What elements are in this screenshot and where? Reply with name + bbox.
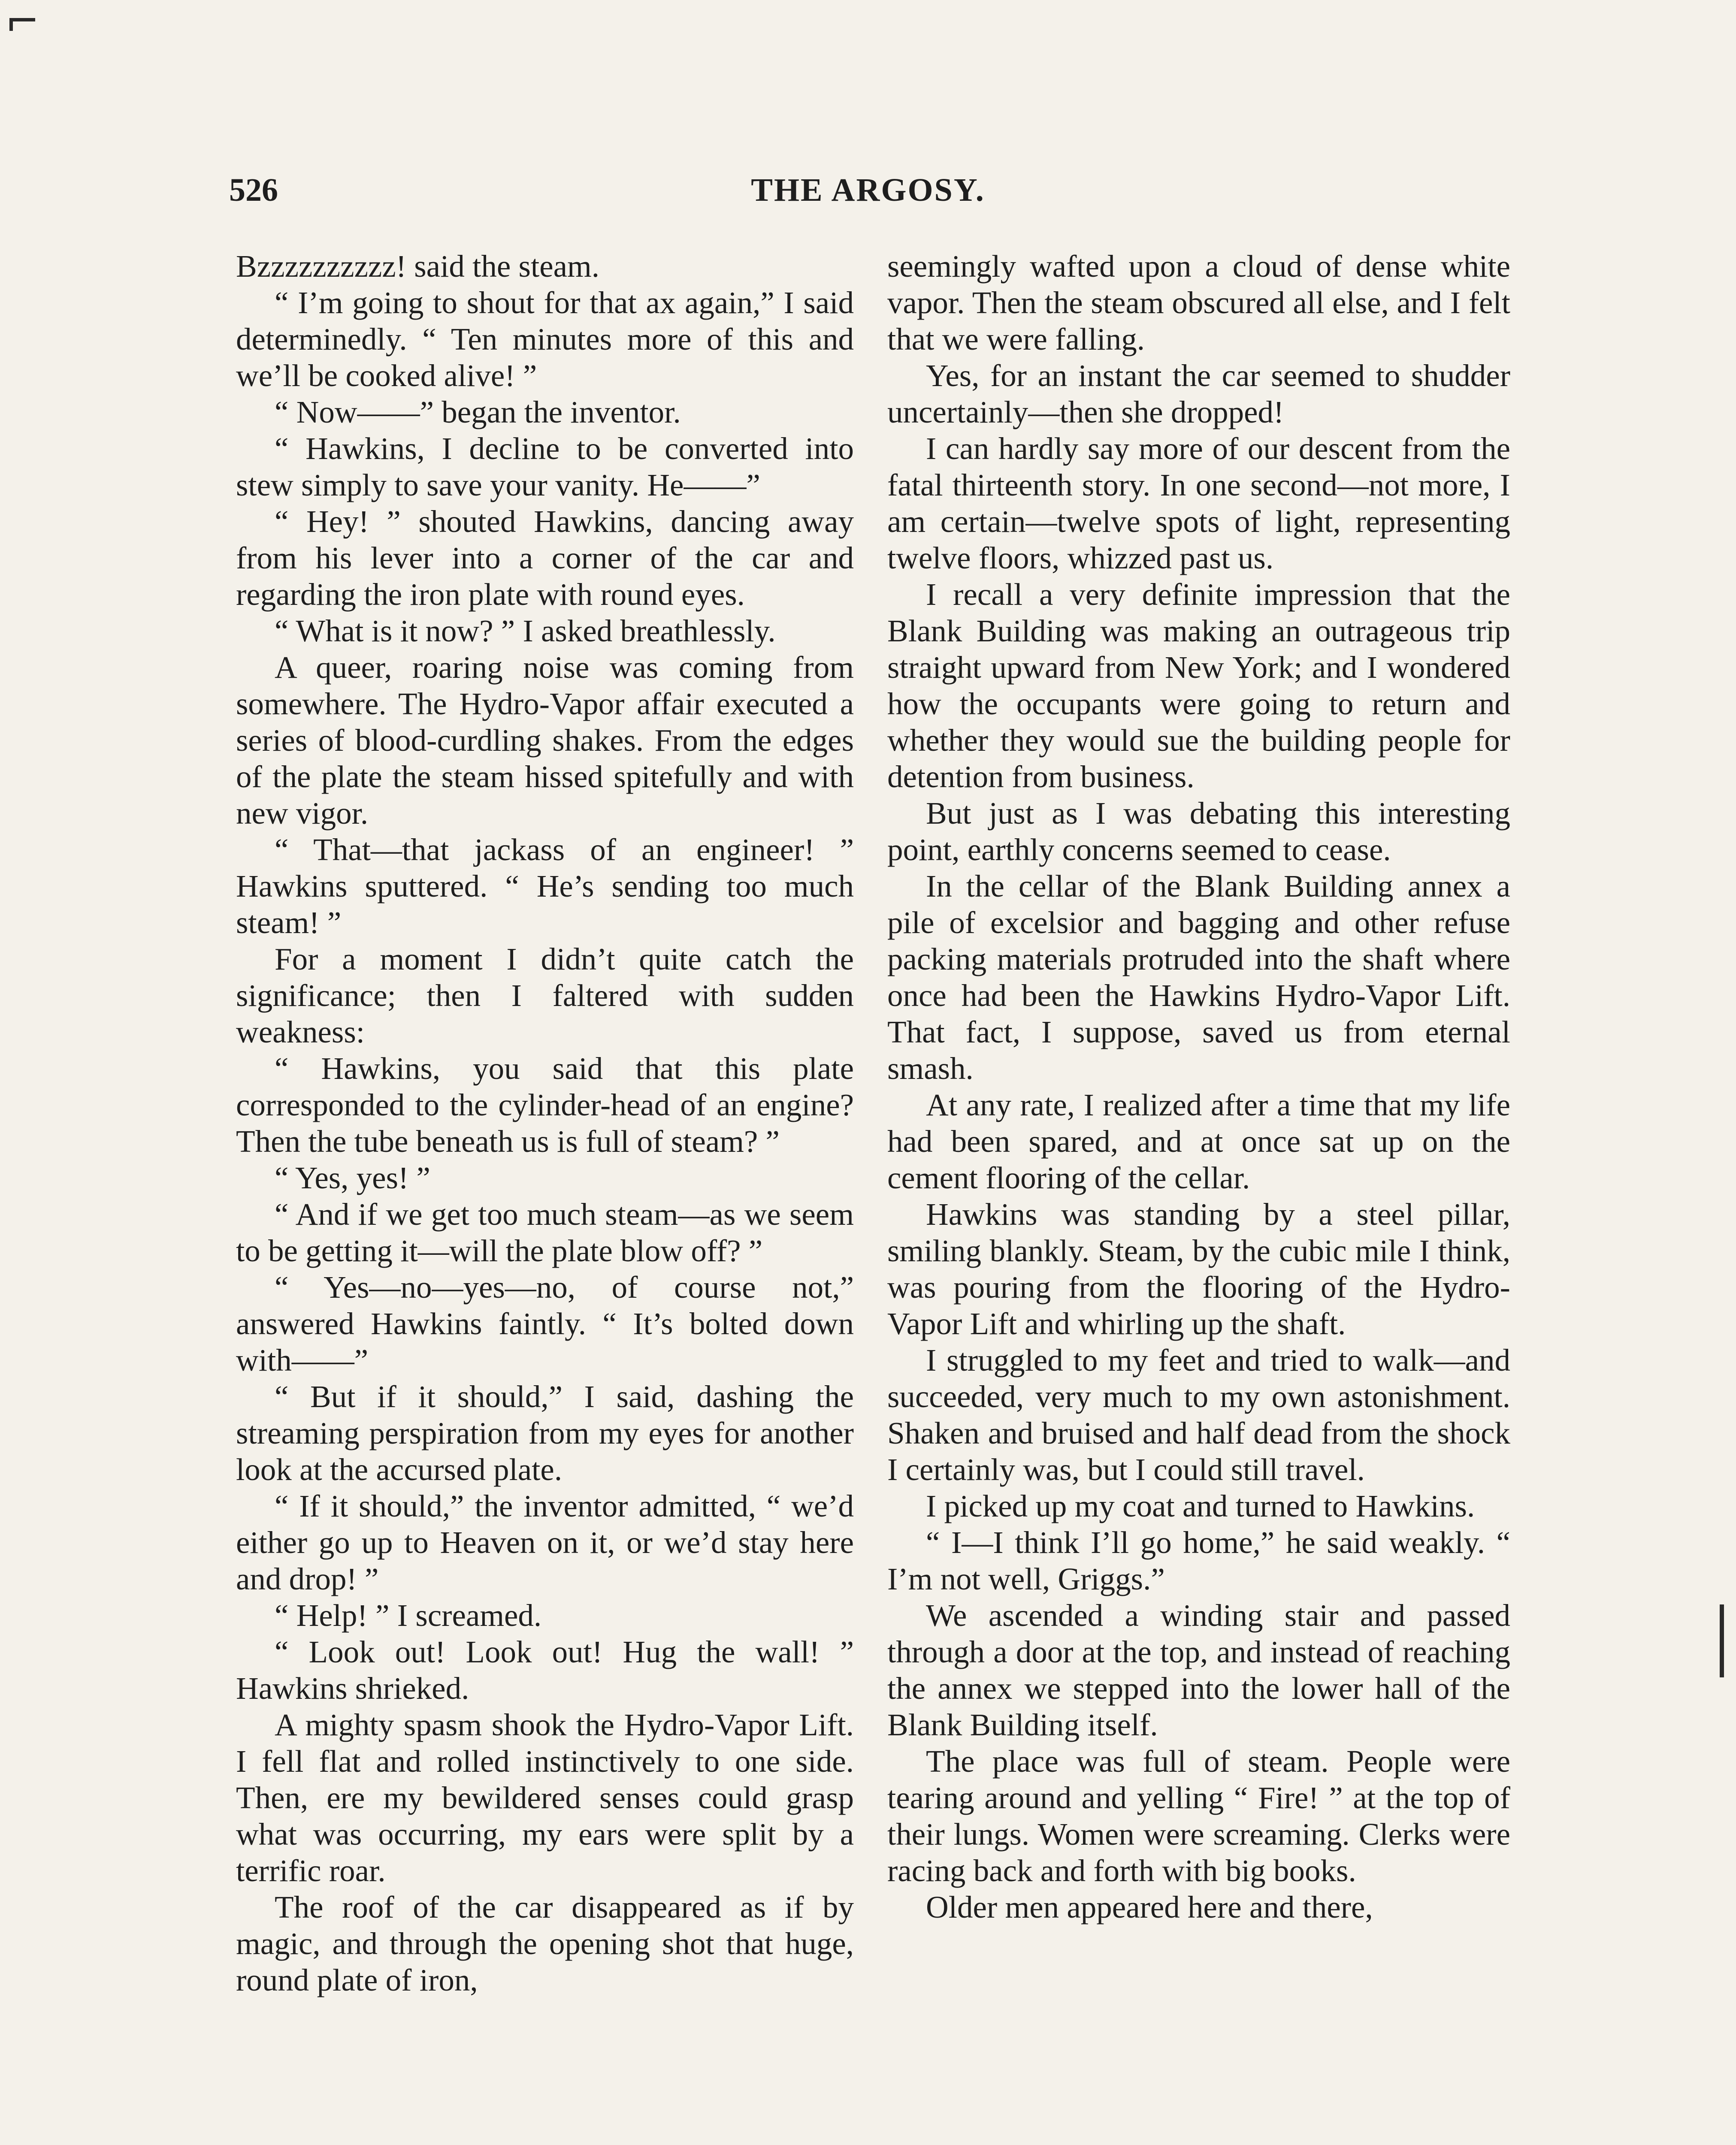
paragraph: “ I—I think I’ll go home,” he said weakly. “ I’m not well, Griggs.” — [887, 1525, 1510, 1596]
paragraph: “ Yes, yes! ” — [275, 1160, 430, 1195]
paragraph: A mighty spasm shook the Hydro-Vapor Lift. I fell flat and rolled instinctively to one side. Then, ere my bewildered senses could grasp what was occurring, my ears were split by a terrific roar. — [236, 1707, 854, 1888]
paragraph: Hawkins was standing by a steel pillar, smiling blankly. Steam, by the cubic mile I think, was pouring from the flooring of the Hydro-Vapor Lift and whirling up the shaft. — [887, 1197, 1510, 1341]
paragraph: I can hardly say more of our descent from the fatal thirteenth story. In one second—not more, I am certain—twelve spots of light, representing twelve floors, whizzed past us. — [887, 431, 1510, 575]
paragraph: For a moment I didn’t quite catch the significance; then I faltered with sudden weakness: — [236, 942, 854, 1049]
paragraph: A queer, roaring noise was coming from somewhere. The Hydro-Vapor affair executed a series of blood-curdling shakes. From the edges of the plate the steam hissed spitefully and with new vigor. — [236, 650, 854, 831]
paragraph: seemingly wafted upon a cloud of dense white vapor. Then the steam obscured all else, and I felt that we were falling. — [887, 249, 1510, 356]
paragraph: The place was full of steam. People were tearing around and yelling “ Fire! ” at the top of their lungs. Women were screaming. Clerks were racing back and forth with big books. — [887, 1744, 1510, 1888]
paragraph: I picked up my coat and turned to Hawkins. — [926, 1489, 1475, 1523]
scan-mark — [1720, 1604, 1724, 1677]
right-column — [887, 248, 1510, 1925]
paragraph: “ Hawkins, you said that this plate corresponded to the cylinder-head of an engine? Then the tube beneath us is full of steam? ” — [236, 1051, 854, 1159]
paragraph: “ What is it now? ” I asked breathlessly. — [275, 613, 776, 648]
paragraph: “ Help! ” I screamed. — [275, 1598, 542, 1633]
paragraph: “ And if we get too much steam—as we seem to be getting it—will the plate blow off? ” — [236, 1197, 854, 1268]
paragraph: “ If it should,” the inventor admitted, “ we’d either go up to Heaven on it, or we’d stay here and drop! ” — [236, 1489, 854, 1596]
page-number: 526 — [229, 172, 278, 208]
paragraph: “ But if it should,” I said, dashing the streaming perspiration from my eyes for another look at the accursed plate. — [236, 1379, 854, 1487]
paragraph: “ Hey! ” shouted Hawkins, dancing away from his lever into a corner of the car and regarding the iron plate with round eyes. — [236, 504, 854, 612]
paragraph: We ascended a winding stair and passed through a door at the top, and instead of reaching the annex we stepped into the lower hall of the Blank Building itself. — [887, 1598, 1510, 1742]
scan-mark — [9, 18, 35, 21]
paragraph: “ I’m going to shout for that ax again,” I said determinedly. “ Ten minutes more of this and we’ll be cooked alive! ” — [236, 285, 854, 393]
paragraph: In the cellar of the Blank Building annex a pile of excelsior and bagging and other refuse packing materials protruded into the shaft where once had been the Hawkins Hydro-Vapor Lift. That fact, I suppose, saved us from eternal smash. — [887, 869, 1510, 1086]
paragraph: “ That—that jackass of an engineer! ” Hawkins sputtered. “ He’s sending too much steam! ” — [236, 832, 854, 940]
paragraph: “ Yes—no—yes—no, of course not,” answered Hawkins faintly. “ It’s bolted down with——” — [236, 1270, 854, 1378]
running-title: THE ARGOSY. — [751, 172, 985, 208]
paragraph: At any rate, I realized after a time that my life had been spared, and at once sat up on the cement flooring of the cellar. — [887, 1088, 1510, 1195]
paragraph: I recall a very definite impression that the Blank Building was making an outrageous trip straight upward from New York; and I wondered how the occupants were going to return and whether they would sue the building people for detention from business. — [887, 577, 1510, 794]
paragraph: “ Look out! Look out! Hug the wall! ” Hawkins shrieked. — [236, 1634, 854, 1706]
paragraph: Yes, for an instant the car seemed to shudder uncertainly—then she dropped! — [887, 358, 1510, 429]
paragraph: But just as I was debating this interesting point, earthly concerns seemed to cease. — [887, 796, 1510, 867]
paragraph: Older men appeared here and there, — [926, 1890, 1373, 1924]
left-column — [236, 248, 854, 1998]
scan-mark — [9, 18, 13, 31]
paragraph: “ Now——” began the inventor. — [275, 395, 681, 429]
paragraph: Bzzzzzzzzzz! said the steam. — [236, 249, 600, 284]
paragraph: I struggled to my feet and tried to walk—and succeeded, very much to my own astonishment. Shaken and bruised and half dead from the shock I certainly was, but I could still travel. — [887, 1343, 1510, 1487]
paragraph: “ Hawkins, I decline to be converted into stew simply to save your vanity. He——” — [236, 431, 854, 502]
paragraph: The roof of the car disappeared as if by magic, and through the opening shot that huge, round plate of iron, — [236, 1890, 854, 1997]
